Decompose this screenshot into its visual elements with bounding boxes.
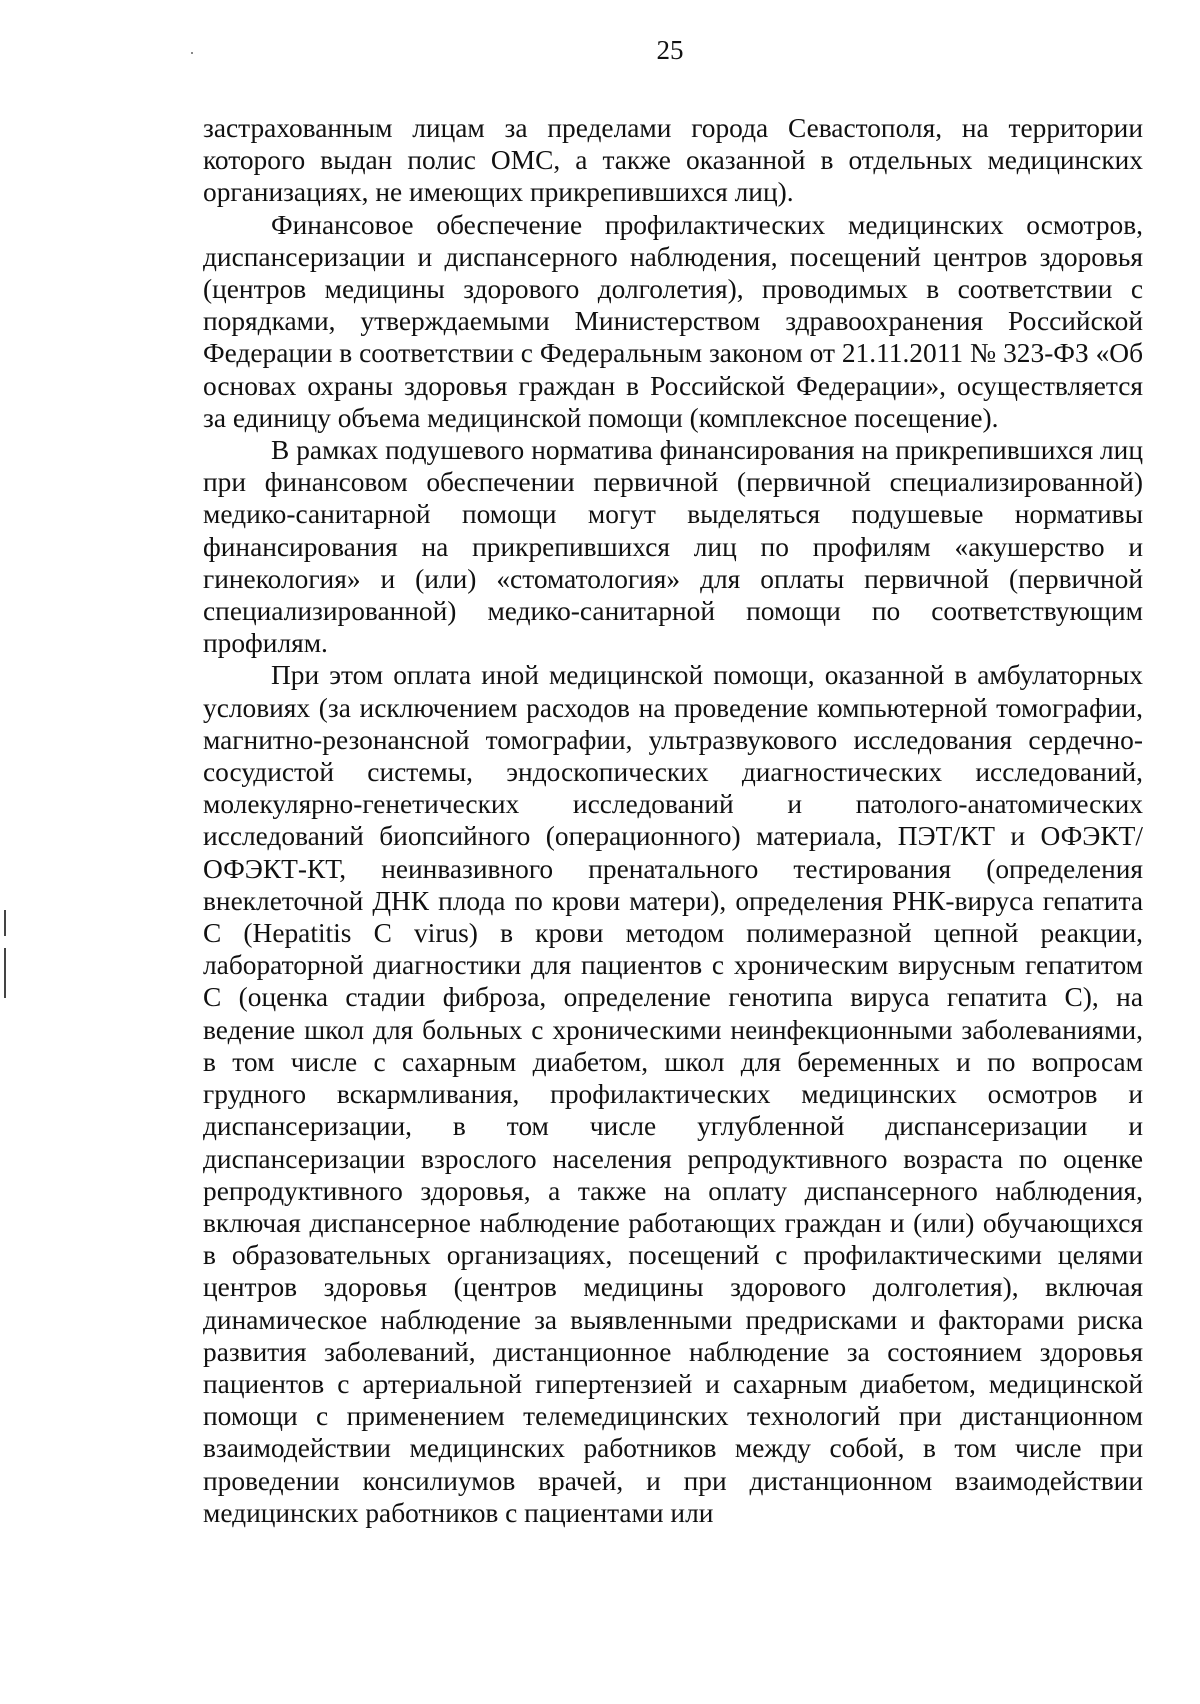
document-body bbox=[203, 112, 1143, 1529]
scan-edge-mark-upper bbox=[4, 910, 6, 936]
scan-edge-mark-lower bbox=[4, 948, 6, 998]
paragraph-4: При этом оплата иной медицинской помощи, оказанной в амбулаторных условиях (за исключением расходов на проведение компьютерной томографии, магнитно-резонансной томографии, ультразвукового исследования сердечно-сосудистой системы, эндоскопических диагностических исследований, молекулярно-генетических исследований и патолого-анатомических исследований биопсийного (операционного) материала, ПЭТ/КТ и ОФЭКТ/ОФЭКТ-КТ, неинвазивного пренатального тестирования (определения внеклеточной ДНК плода по крови матери), определения РНК-вируса гепатита С (Hepatitis C virus) в крови методом полимеразной цепной реакции, лабораторной диагностики для пациентов с хроническим вирусным гепатитом С (оценка стадии фиброза, определение генотипа вируса гепатита С), на ведение школ для больных с хроническими неинфекционными заболеваниями, в том числе с сахарным диабетом, школ для беременных и по вопросам грудного вскармливания, профилактических медицинских осмотров и диспансеризации, в том числе углубленной диспансеризации и диспансеризации взрослого населения репродуктивного возраста по оценке репродуктивного здоровья, а также на оплату диспансерного наблюдения, включая диспансерное наблюдение работающих граждан и (или) обучающихся в образовательных организациях, посещений с профилактическими целями центров здоровья (центров медицины здорового долголетия), включая динамическое наблюдение за выявленными предрисками и факторами риска развития заболеваний, дистанционное наблюдение за состоянием здоровья пациентов с артериальной гипертензией и сахарным диабетом, медицинской помощи с применением телемедицинских технологий при дистанционном взаимодействии медицинских работников между собой, в том числе при проведении консилиумов врачей, и при дистанционном взаимодействии медицинских работников с пациентами или bbox=[203, 660, 1143, 1528]
page-number: 25 bbox=[656, 35, 684, 65]
paragraph-2: Финансовое обеспечение профилактических медицинских осмотров, диспансеризации и диспансерного наблюдения, посещений центров здоровья (центров медицины здорового долголетия), проводимых в соответствии с порядками, утверждаемыми Министерством здравоохранения Российской Федерации в соответствии с Федеральным законом от 21.11.2011 № 323-ФЗ «Об основах охраны здоровья граждан в Российской Федерации», осуществляется за единицу объема медицинской помощи (комплексное посещение). bbox=[203, 209, 1143, 433]
paragraph-1: застрахованным лицам за пределами города Севастополя, на территории которого выдан полис ОМС, а также оказанной в отдельных медицинских организациях, не имеющих прикрепившихся лиц). bbox=[203, 113, 1143, 208]
paragraph-3: В рамках подушевого норматива финансирования на прикрепившихся лиц при финансовом обеспечении первичной (первичной специализированной) медико-санитарной помощи могут выделяться подушевые нормативы финансирования на прикрепившихся лиц по профилям «акушерство и гинекология» и (или) «стоматология» для оплаты первичной (первичной специализированной) медико-санитарной помощи по соответствующим профилям. bbox=[203, 435, 1143, 659]
